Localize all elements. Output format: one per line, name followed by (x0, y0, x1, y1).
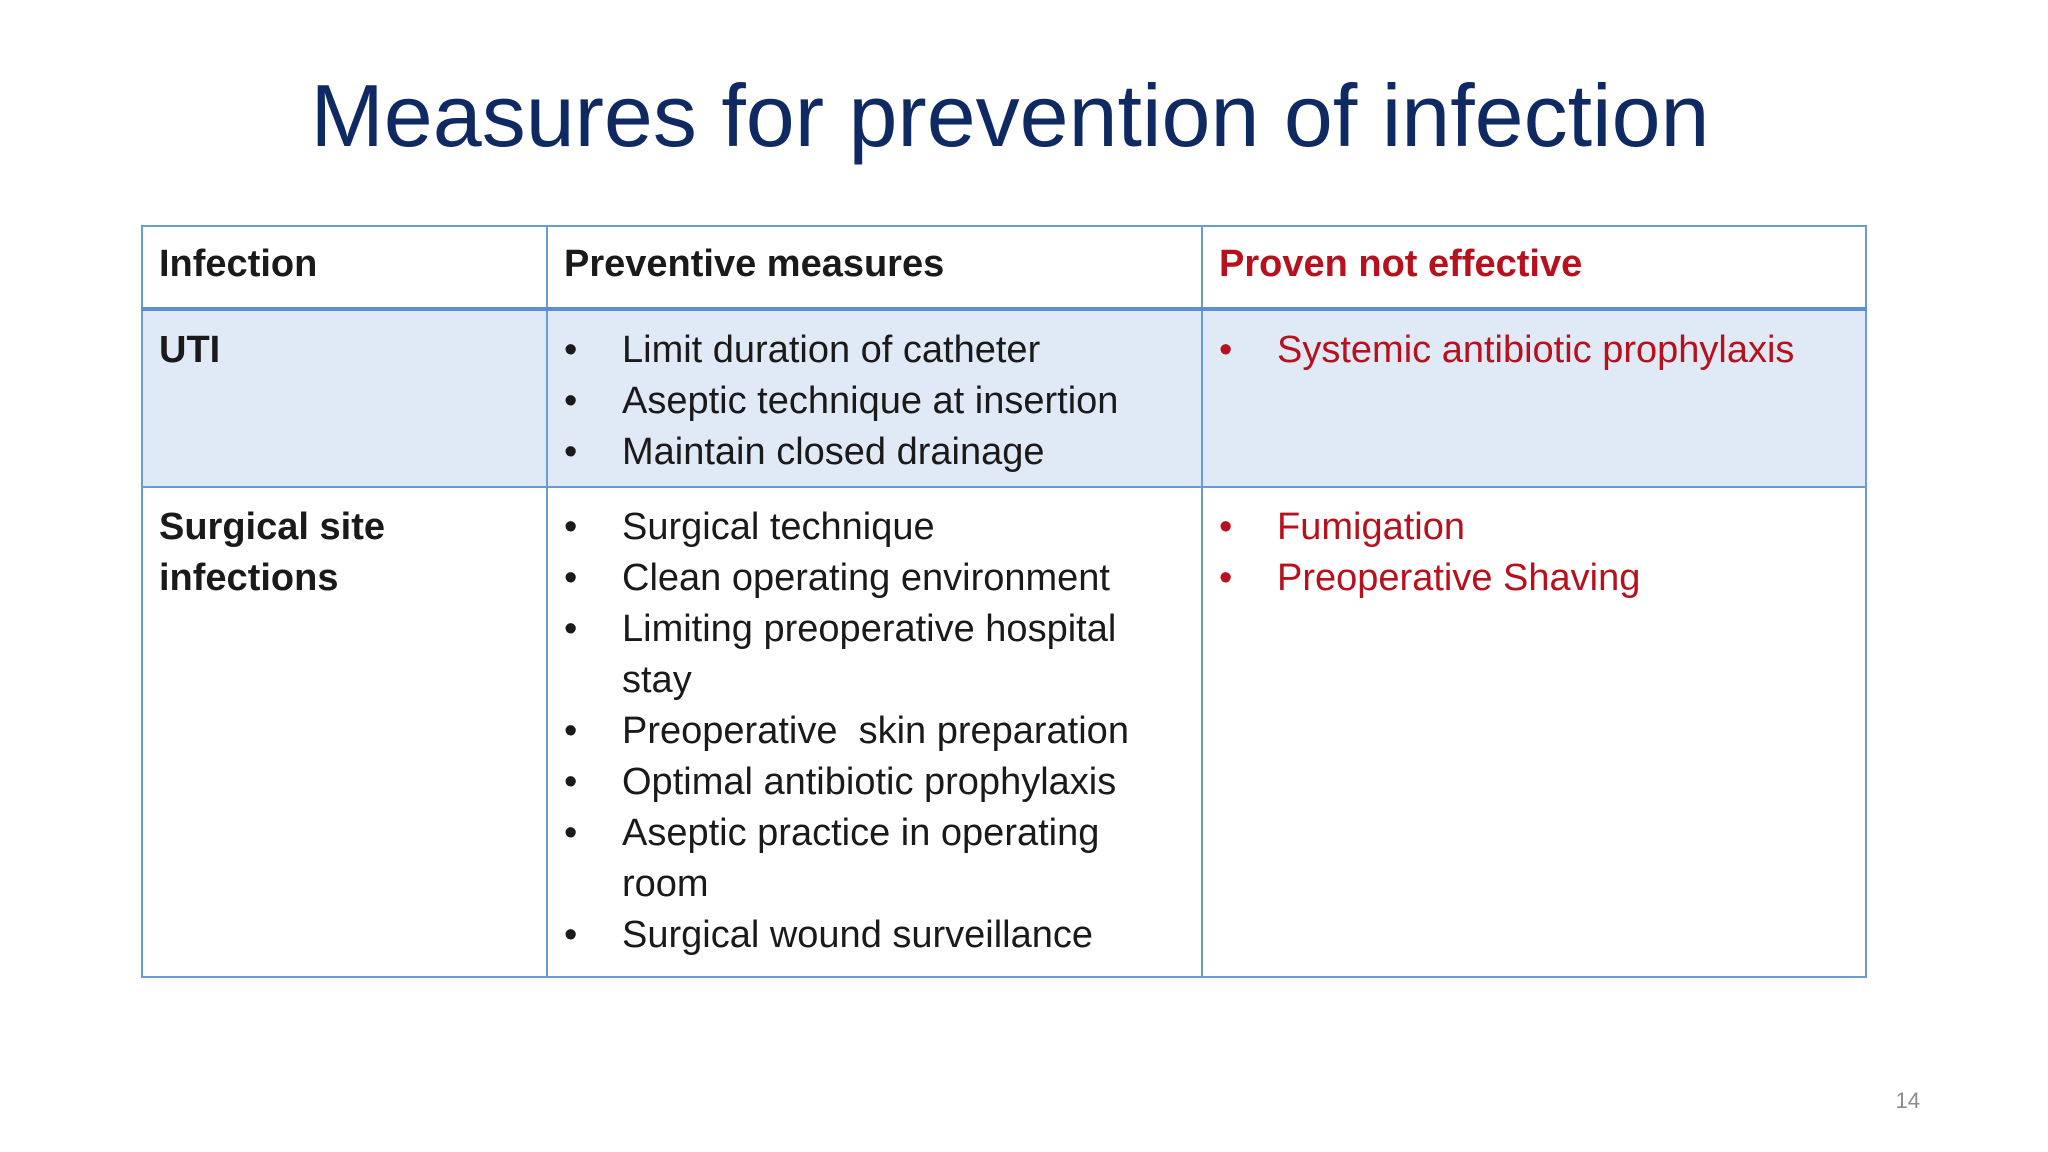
infection-name: Surgical site infections (159, 506, 385, 599)
preventive-item: • Maintain closed drainage (564, 427, 1187, 478)
preventive-cell (547, 309, 1202, 487)
preventive-item: • Preoperative skin preparation (564, 706, 1187, 757)
infection-cell (142, 309, 547, 487)
preventive-item: • Clean operating environment (564, 553, 1187, 604)
page-number: 14 (1895, 1088, 1920, 1113)
preventive-item: • Aseptic practice in operating room (564, 808, 1187, 910)
preventive-item: • Optimal antibiotic prophylaxis (564, 757, 1187, 808)
header-preventive-measures: Preventive measures (547, 226, 1202, 309)
not-effective-cell (1202, 487, 1866, 977)
table-header-row (142, 226, 1866, 309)
table-row-uti (142, 309, 1866, 487)
prevention-table (141, 225, 1867, 978)
not-effective-item: • Systemic antibiotic prophylaxis (1219, 325, 1851, 376)
preventive-list (564, 325, 1187, 478)
not-effective-list (1219, 502, 1851, 604)
slide-title: Measures for prevention of infection (310, 66, 1710, 165)
preventive-item: • Limiting preoperative hospital stay (564, 604, 1187, 706)
preventive-cell (547, 487, 1202, 977)
infection-cell (142, 487, 547, 977)
not-effective-list (1219, 325, 1851, 376)
preventive-item: • Limit duration of catheter (564, 325, 1187, 376)
preventive-list (564, 502, 1187, 961)
header-infection: Infection (142, 226, 547, 309)
header-proven-not-effective: Proven not effective (1202, 226, 1866, 309)
preventive-item: • Surgical technique (564, 502, 1187, 553)
not-effective-item: • Preoperative Shaving (1219, 553, 1851, 604)
preventive-item: • Surgical wound surveillance (564, 910, 1187, 961)
not-effective-cell (1202, 309, 1866, 487)
infection-name: UTI (159, 329, 221, 371)
table-row-surgical-site (142, 487, 1866, 977)
not-effective-item: • Fumigation (1219, 502, 1851, 553)
preventive-item: • Aseptic technique at insertion (564, 376, 1187, 427)
